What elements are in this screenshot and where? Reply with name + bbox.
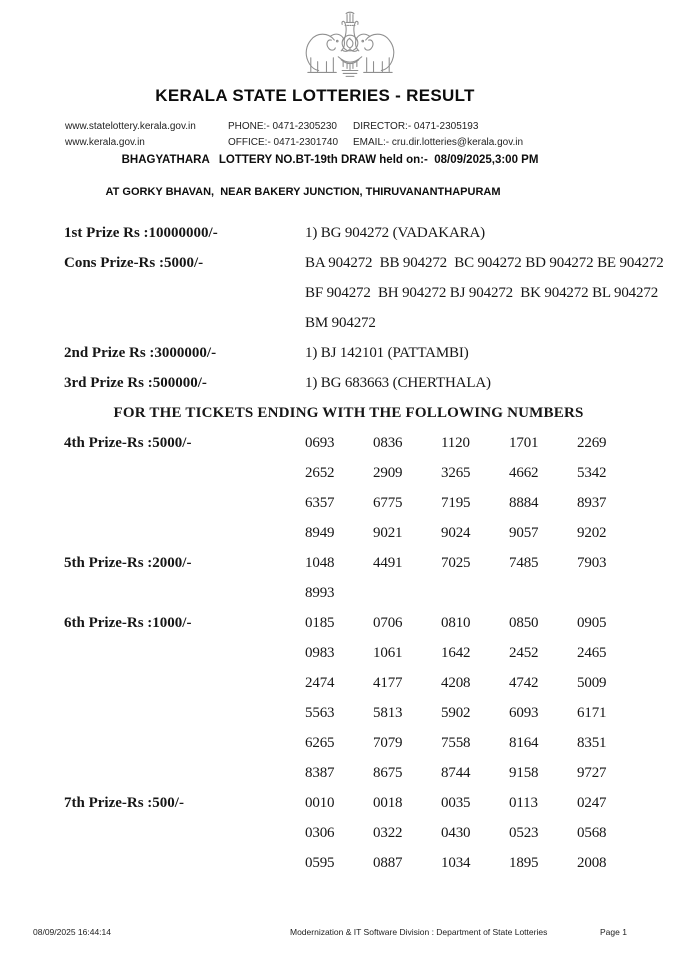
ending-number: 5009 bbox=[577, 675, 607, 691]
ending-number: 0035 bbox=[441, 795, 471, 811]
ending-number: 8884 bbox=[509, 495, 539, 511]
prize-label: 2nd Prize Rs :3000000/- bbox=[64, 345, 217, 361]
division-credit: Modernization & IT Software Division : Department of State Lotteries bbox=[290, 927, 548, 937]
prize-label: 6th Prize-Rs :1000/- bbox=[64, 615, 192, 631]
ending-number: 4208 bbox=[441, 675, 471, 691]
prize-label: 3rd Prize Rs :500000/- bbox=[64, 375, 207, 391]
ending-number: 8949 bbox=[305, 525, 335, 541]
winning-ticket-line: 1) BG 904272 (VADAKARA) bbox=[305, 225, 486, 241]
ending-number: 7195 bbox=[441, 495, 471, 511]
draw-venue: AT GORKY BHAVAN, NEAR BAKERY JUNCTION, THIRUVANANTHAPURAM bbox=[105, 186, 501, 198]
ending-numbers-line bbox=[305, 818, 645, 848]
prize-row bbox=[64, 458, 633, 488]
page-footer bbox=[0, 927, 675, 941]
ending-number: 2269 bbox=[577, 435, 607, 451]
ending-numbers-line bbox=[305, 608, 645, 638]
draw-headline: BHAGYATHARA LOTTERY NO.BT-19th DRAW held on:- 08/09/2025,3:00 PM bbox=[121, 154, 539, 166]
contact-row-2 bbox=[0, 137, 675, 151]
prize-row bbox=[64, 428, 633, 458]
ending-number: 5342 bbox=[577, 465, 607, 481]
office-number: OFFICE:- 0471-2301740 bbox=[228, 137, 339, 148]
ending-number: 0430 bbox=[441, 825, 471, 841]
prize-row bbox=[64, 848, 633, 878]
ending-number: 9727 bbox=[577, 765, 607, 781]
ending-number: 9024 bbox=[441, 525, 471, 541]
ending-numbers-line bbox=[305, 698, 645, 728]
prize-row bbox=[64, 608, 633, 638]
director-number: DIRECTOR:- 0471-2305193 bbox=[353, 121, 479, 132]
prize-row bbox=[64, 758, 633, 788]
prize-row bbox=[64, 338, 633, 368]
ending-number: 0010 bbox=[305, 795, 335, 811]
ending-number: 4491 bbox=[373, 555, 403, 571]
prize-row bbox=[64, 818, 633, 848]
prize-row bbox=[64, 668, 633, 698]
winning-ticket-line: 1) BG 683663 (CHERTHALA) bbox=[305, 375, 491, 391]
ending-number: 7558 bbox=[441, 735, 471, 751]
ending-number: 7485 bbox=[509, 555, 539, 571]
ending-numbers-line bbox=[305, 578, 373, 608]
winning-ticket-line: BA 904272 BB 904272 BC 904272 BD 904272 BE 904272 bbox=[305, 255, 664, 271]
winning-ticket-line: BF 904272 BH 904272 BJ 904272 BK 904272 BL 904272 bbox=[305, 285, 659, 301]
ending-number: 9021 bbox=[373, 525, 403, 541]
ending-number: 1048 bbox=[305, 555, 335, 571]
ending-numbers-line bbox=[305, 638, 645, 668]
prize-label: 4th Prize-Rs :5000/- bbox=[64, 435, 192, 451]
ending-number: 1120 bbox=[441, 435, 470, 451]
ending-number: 2465 bbox=[577, 645, 607, 661]
ending-numbers-line bbox=[305, 518, 645, 548]
ending-number: 0693 bbox=[305, 435, 335, 451]
ending-number: 0983 bbox=[305, 645, 335, 661]
ending-number: 6265 bbox=[305, 735, 335, 751]
ending-number: 7079 bbox=[373, 735, 403, 751]
ending-number: 8993 bbox=[305, 585, 335, 601]
prize-row bbox=[64, 578, 633, 608]
prize-row bbox=[64, 248, 664, 278]
ending-numbers-line bbox=[305, 728, 645, 758]
prize-row bbox=[64, 488, 633, 518]
ending-number: 2452 bbox=[509, 645, 539, 661]
prize-label: 1st Prize Rs :10000000/- bbox=[64, 225, 218, 241]
ending-number: 0322 bbox=[373, 825, 403, 841]
ending-number: 5813 bbox=[373, 705, 403, 721]
ending-numbers-line bbox=[305, 668, 645, 698]
ending-number: 2909 bbox=[373, 465, 403, 481]
ending-numbers-line bbox=[305, 788, 645, 818]
phone-number: PHONE:- 0471-2305230 bbox=[228, 121, 337, 132]
ending-number: 5902 bbox=[441, 705, 471, 721]
ending-numbers-line bbox=[305, 458, 645, 488]
ending-number: 0185 bbox=[305, 615, 335, 631]
ending-number: 0706 bbox=[373, 615, 403, 631]
ending-number: 4742 bbox=[509, 675, 539, 691]
ending-numbers-line bbox=[305, 758, 645, 788]
ending-number: 9202 bbox=[577, 525, 607, 541]
ending-number: 0905 bbox=[577, 615, 607, 631]
ending-number: 6093 bbox=[509, 705, 539, 721]
ending-number: 2474 bbox=[305, 675, 335, 691]
ending-number: 1061 bbox=[373, 645, 403, 661]
prize-row bbox=[64, 218, 633, 248]
ending-number: 0887 bbox=[373, 855, 403, 871]
prize-row bbox=[64, 518, 633, 548]
winning-ticket-line: BM 904272 bbox=[305, 315, 376, 331]
section-heading: FOR THE TICKETS ENDING WITH THE FOLLOWING NUMBERS bbox=[113, 405, 584, 421]
ending-number: 0595 bbox=[305, 855, 335, 871]
page-number: Page 1 bbox=[600, 927, 627, 937]
ending-number: 0810 bbox=[441, 615, 471, 631]
ending-number: 4662 bbox=[509, 465, 539, 481]
ending-number: 2008 bbox=[577, 855, 607, 871]
prize-row bbox=[64, 278, 659, 308]
ending-number: 0018 bbox=[373, 795, 403, 811]
ending-number: 0306 bbox=[305, 825, 335, 841]
prize-row bbox=[64, 728, 633, 758]
ending-number: 8387 bbox=[305, 765, 335, 781]
ending-number: 0523 bbox=[509, 825, 539, 841]
ending-number: 8744 bbox=[441, 765, 471, 781]
page-title: KERALA STATE LOTTERIES - RESULT bbox=[155, 86, 475, 105]
ending-numbers-line bbox=[305, 548, 645, 578]
ending-number: 0836 bbox=[373, 435, 403, 451]
ending-number: 7025 bbox=[441, 555, 471, 571]
ending-number: 8675 bbox=[373, 765, 403, 781]
ending-number: 8351 bbox=[577, 735, 607, 751]
ending-number: 7903 bbox=[577, 555, 607, 571]
generated-timestamp: 08/09/2025 16:44:14 bbox=[33, 927, 111, 937]
ending-number: 0568 bbox=[577, 825, 607, 841]
ending-number: 1895 bbox=[509, 855, 539, 871]
ending-numbers-line bbox=[305, 488, 645, 518]
ending-number: 9057 bbox=[509, 525, 539, 541]
ending-number: 0113 bbox=[509, 795, 538, 811]
ending-number: 5563 bbox=[305, 705, 335, 721]
ending-number: 8937 bbox=[577, 495, 607, 511]
ending-number: 2652 bbox=[305, 465, 335, 481]
ending-number: 1034 bbox=[441, 855, 471, 871]
ending-number: 6171 bbox=[577, 705, 607, 721]
kerala-government-emblem-icon bbox=[301, 10, 399, 80]
ending-number: 6357 bbox=[305, 495, 335, 511]
winning-ticket-line: 1) BJ 142101 (PATTAMBI) bbox=[305, 345, 469, 361]
ending-number: 8164 bbox=[509, 735, 539, 751]
ending-number: 6775 bbox=[373, 495, 403, 511]
ending-number: 4177 bbox=[373, 675, 403, 691]
ending-number: 9158 bbox=[509, 765, 539, 781]
ending-numbers-line bbox=[305, 848, 645, 878]
ending-numbers-line bbox=[305, 428, 645, 458]
ending-number: 1642 bbox=[441, 645, 471, 661]
prize-row bbox=[64, 698, 633, 728]
prize-row bbox=[64, 368, 633, 398]
results-table bbox=[64, 218, 664, 878]
website-kerala: www.kerala.gov.in bbox=[65, 137, 145, 148]
prize-label: 5th Prize-Rs :2000/- bbox=[64, 555, 192, 571]
ending-number: 0247 bbox=[577, 795, 607, 811]
contact-row-1 bbox=[0, 121, 675, 135]
prize-row bbox=[64, 788, 633, 818]
prize-label: Cons Prize-Rs :5000/- bbox=[64, 255, 204, 271]
email-address: EMAIL:- cru.dir.lotteries@kerala.gov.in bbox=[353, 137, 524, 148]
prize-row bbox=[64, 638, 633, 668]
prize-row bbox=[64, 308, 633, 338]
website-statelottery: www.statelottery.kerala.gov.in bbox=[65, 121, 196, 132]
ending-number: 3265 bbox=[441, 465, 471, 481]
ending-number: 1701 bbox=[509, 435, 539, 451]
prize-label: 7th Prize-Rs :500/- bbox=[64, 795, 184, 811]
prize-row bbox=[64, 548, 633, 578]
ending-number: 0850 bbox=[509, 615, 539, 631]
